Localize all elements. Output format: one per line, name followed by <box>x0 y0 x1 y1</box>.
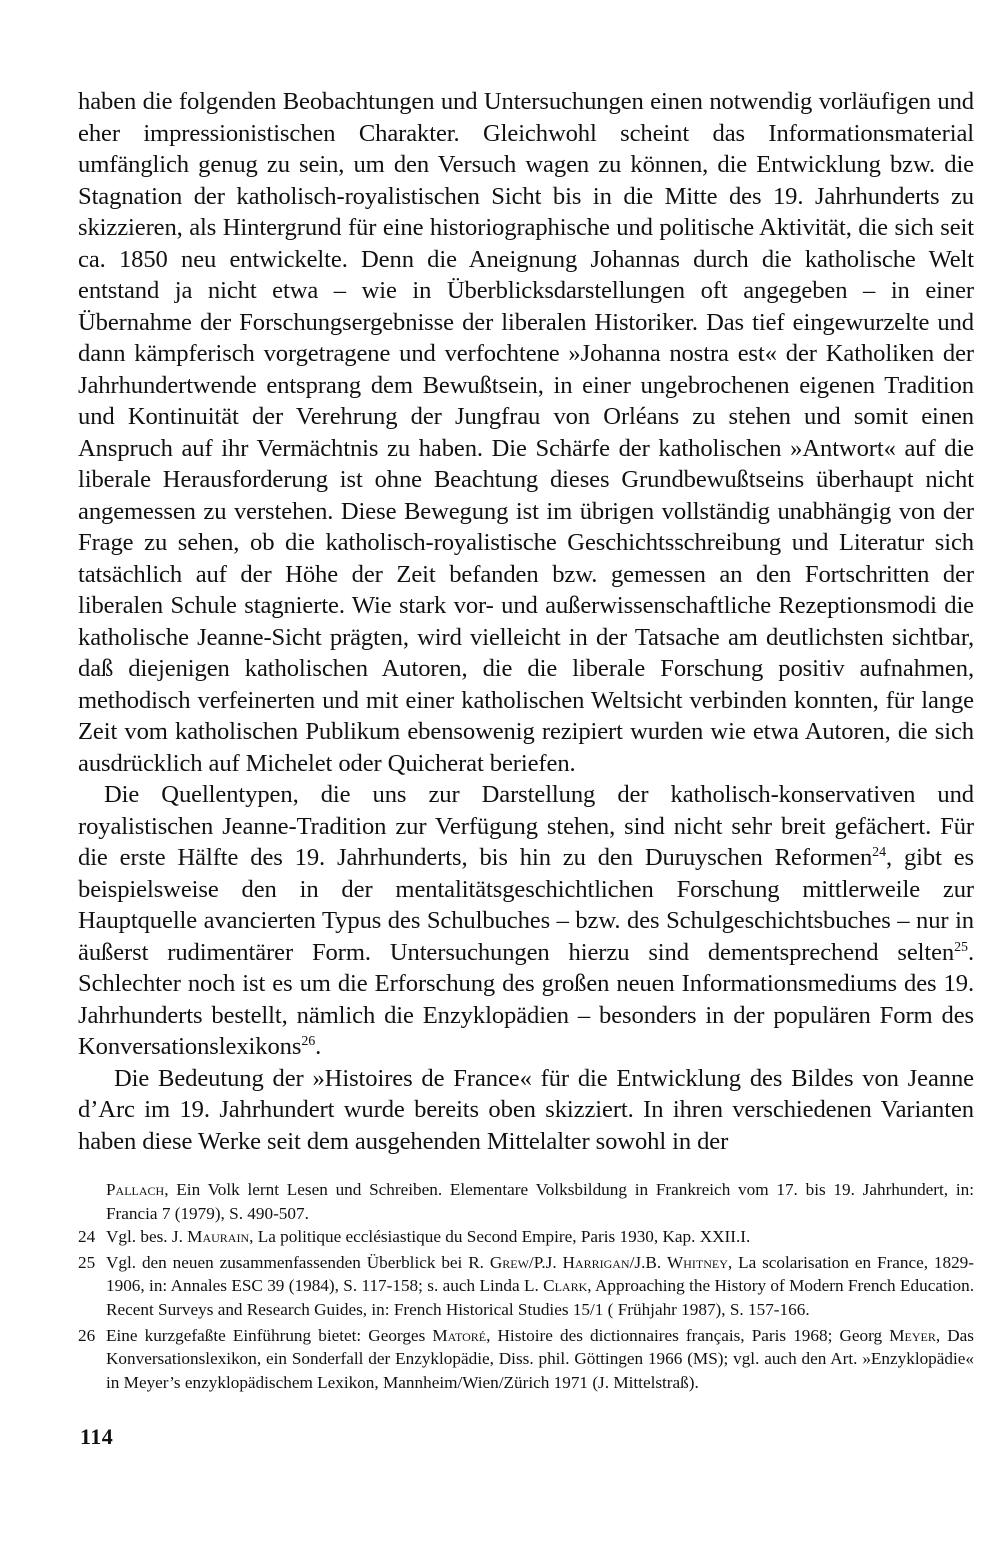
paragraph-2-part-a: Die Quellentypen, die uns zur Darstellung der katholisch-konservativen und royalistischen Jeanne-Tradition zur Verfügung stehen, sind nicht sehr breit gefächert. Für die erste Hälfte des 19. Jahrhunderts, bis hin zu den Duruyschen Reformen <box>78 781 974 871</box>
footnote-author: Whitney <box>667 1252 728 1272</box>
footnote-author: Meyer <box>889 1325 936 1345</box>
footnote-24 <box>78 1225 974 1249</box>
footnote-continuation <box>78 1178 974 1225</box>
footnote-text-part: , La politique ecclésiastique du Second Empire, Paris 1930, Kap. XXII.I. <box>249 1227 751 1247</box>
footnote-text-part: /J.B. <box>629 1252 668 1272</box>
footnote-author: Grew <box>489 1252 529 1272</box>
page-content <box>78 86 974 1157</box>
footnote-text <box>106 1324 974 1395</box>
footnote-ref-24: 24 <box>872 844 886 860</box>
footnote-author: Matoré <box>432 1325 487 1345</box>
paragraph-2-part-c: . Schlechter noch ist es um die Erforschung des großen neuen Informationsmediums des 19. Jahrhunderts bestellt, nämlich die Enzyklopädien – besonders in der populären Form des Konversationslexikons <box>78 938 974 1060</box>
footnote-ref-26: 26 <box>301 1033 316 1049</box>
footnote-text-part: , Histoire des dictionnaires français, Paris 1968; Georg <box>486 1325 890 1345</box>
footnote-author: Harrigan <box>562 1252 630 1272</box>
paragraph-2-part-d: . <box>315 1033 322 1060</box>
footnote-author: Maurain <box>187 1227 250 1247</box>
main-text <box>78 86 974 1157</box>
footnote-text-part: , La scolarisation en France, 1829-1906, in: Annales ESC 39 (1984), S. 117-158; s. auch Linda L. <box>106 1252 974 1296</box>
paragraph-2-part-b: , gibt es beispielsweise den in der mentalitätsgeschichtlichen Forschung mittlerweile zur Hauptquelle avancierten Typus des Schulbuches – bzw. des Schulgeschichtsbuches – nur in äußerst rudimentärer Form. Untersuchungen hierzu sind dementsprechend selten <box>78 844 975 966</box>
footnote-ref-25: 25 <box>954 939 968 955</box>
footnote-text-part: Vgl. den neuen zusammenfassenden Überblick bei R. <box>106 1252 490 1272</box>
paragraph-1: haben die folgenden Beobachtungen und Untersuchungen einen notwendig vorläufigen und eher impressionistischen Charakter. Gleichwohl scheint das Informationsmaterial umfänglich genug zu sein, um den Versuch wagen zu können, die Entwicklung bzw. die Stagnation der katholisch-royalistischen Sicht bis in die Mitte des 19. Jahrhunderts zu skizzieren, als Hintergrund für eine historiographische und politische Aktivität, die sich seit ca. 1850 neu entwickelte. Denn die Aneignung Johannas durch die katholische Welt entstand ja nicht etwa – wie in Überblicksdarstellungen oft angegeben – in einer Übernahme der Forschungsergebnisse der liberalen Historiker. Das tief eingewurzelte und dann kämpferisch vorgetragene und verfochtene »Johanna nostra est« der Katholiken der Jahrhundertwende entsprang dem Bewußtsein, in einer ungebrochenen eigenen Tradition und Kontinuität der Verehrung der Jungfrau von Orléans zu stehen und somit einen Anspruch auf ihr Vermächtnis zu haben. Die Schärfe der katholischen »Antwort« auf die liberale Herausforderung ist ohne Beachtung dieses Grundbewußtseins überhaupt nicht angemessen zu verstehen. Diese Bewegung ist im übrigen vollständig unabhängig von der Frage zu sehen, ob die katholisch-royalistische Geschichtsschreibung und Literatur sich tatsächlich auf der Höhe der Zeit befanden bzw. gemessen an den Fortschritten der liberalen Schule stagnierte. Wie stark vor- und außerwissenschaftliche Rezeptionsmodi die katholische Jeanne-Sicht prägten, wird vielleicht in der Tatsache am deutlichsten sichtbar, daß diejenigen katholischen Autoren, die die liberale Forschung positiv aufnahmen, methodisch verfeinerten und mit einer katholischen Weltsicht verbinden konnten, für lange Zeit vom katholischen Publikum ebensowenig rezipiert wurden wie etwa Autoren, die sich ausdrücklich auf Michelet oder Quicherat beriefen. <box>78 88 974 777</box>
footnote-text <box>106 1225 974 1249</box>
footnotes <box>78 1178 974 1396</box>
footnote-26 <box>78 1324 974 1395</box>
footnote-author: Pallach <box>106 1180 165 1199</box>
footnote-text-part: , Approaching the History of Modern French Education. Recent Surveys and Research Guides, in: French Historical Studies 15/1 ( Frühjahr 1987), S. 157-166. <box>106 1276 974 1319</box>
footnote-continuation-text: , Ein Volk lernt Lesen und Schreiben. Elementare Volksbildung in Frankreich vom 17. bis 19. Jahrhundert, in: Francia 7 (1979), S. 490-507. <box>106 1180 974 1223</box>
footnote-number: 26 <box>78 1325 96 1345</box>
footnote-25 <box>78 1251 974 1322</box>
footnote-number: 24 <box>78 1227 96 1247</box>
footnote-text-part: /P.J. <box>528 1252 563 1272</box>
footnote-number: 25 <box>78 1252 96 1272</box>
footnote-text-part: Vgl. bes. J. <box>106 1227 188 1247</box>
page-number: 114 <box>80 1424 114 1449</box>
paragraph-2 <box>78 779 974 1063</box>
footnote-text-part: Eine kurzgefaßte Einführung bietet: Georges <box>106 1325 433 1345</box>
footnote-author: Clark <box>543 1276 588 1296</box>
paragraph-3: Die Bedeutung der »Histoires de France« für die Entwicklung des Bildes von Jeanne d’Arc im 19. Jahrhundert wurde bereits oben skizziert. In ihren verschiedenen Varianten haben diese Werke seit dem ausgehenden Mittelalter sowohl in der <box>78 1064 974 1155</box>
footnote-text <box>106 1251 974 1322</box>
footnote-text-part: , Das Konversationslexikon, ein Sonderfall der Enzyklopädie, Diss. phil. Göttingen 1966 (MS); vgl. auch den Art. »Enzyklopädie« in Meyer’s enzyklopädischem Lexikon, Mannheim/Wien/Zürich 1971 (J. Mittelstraß). <box>106 1325 974 1392</box>
